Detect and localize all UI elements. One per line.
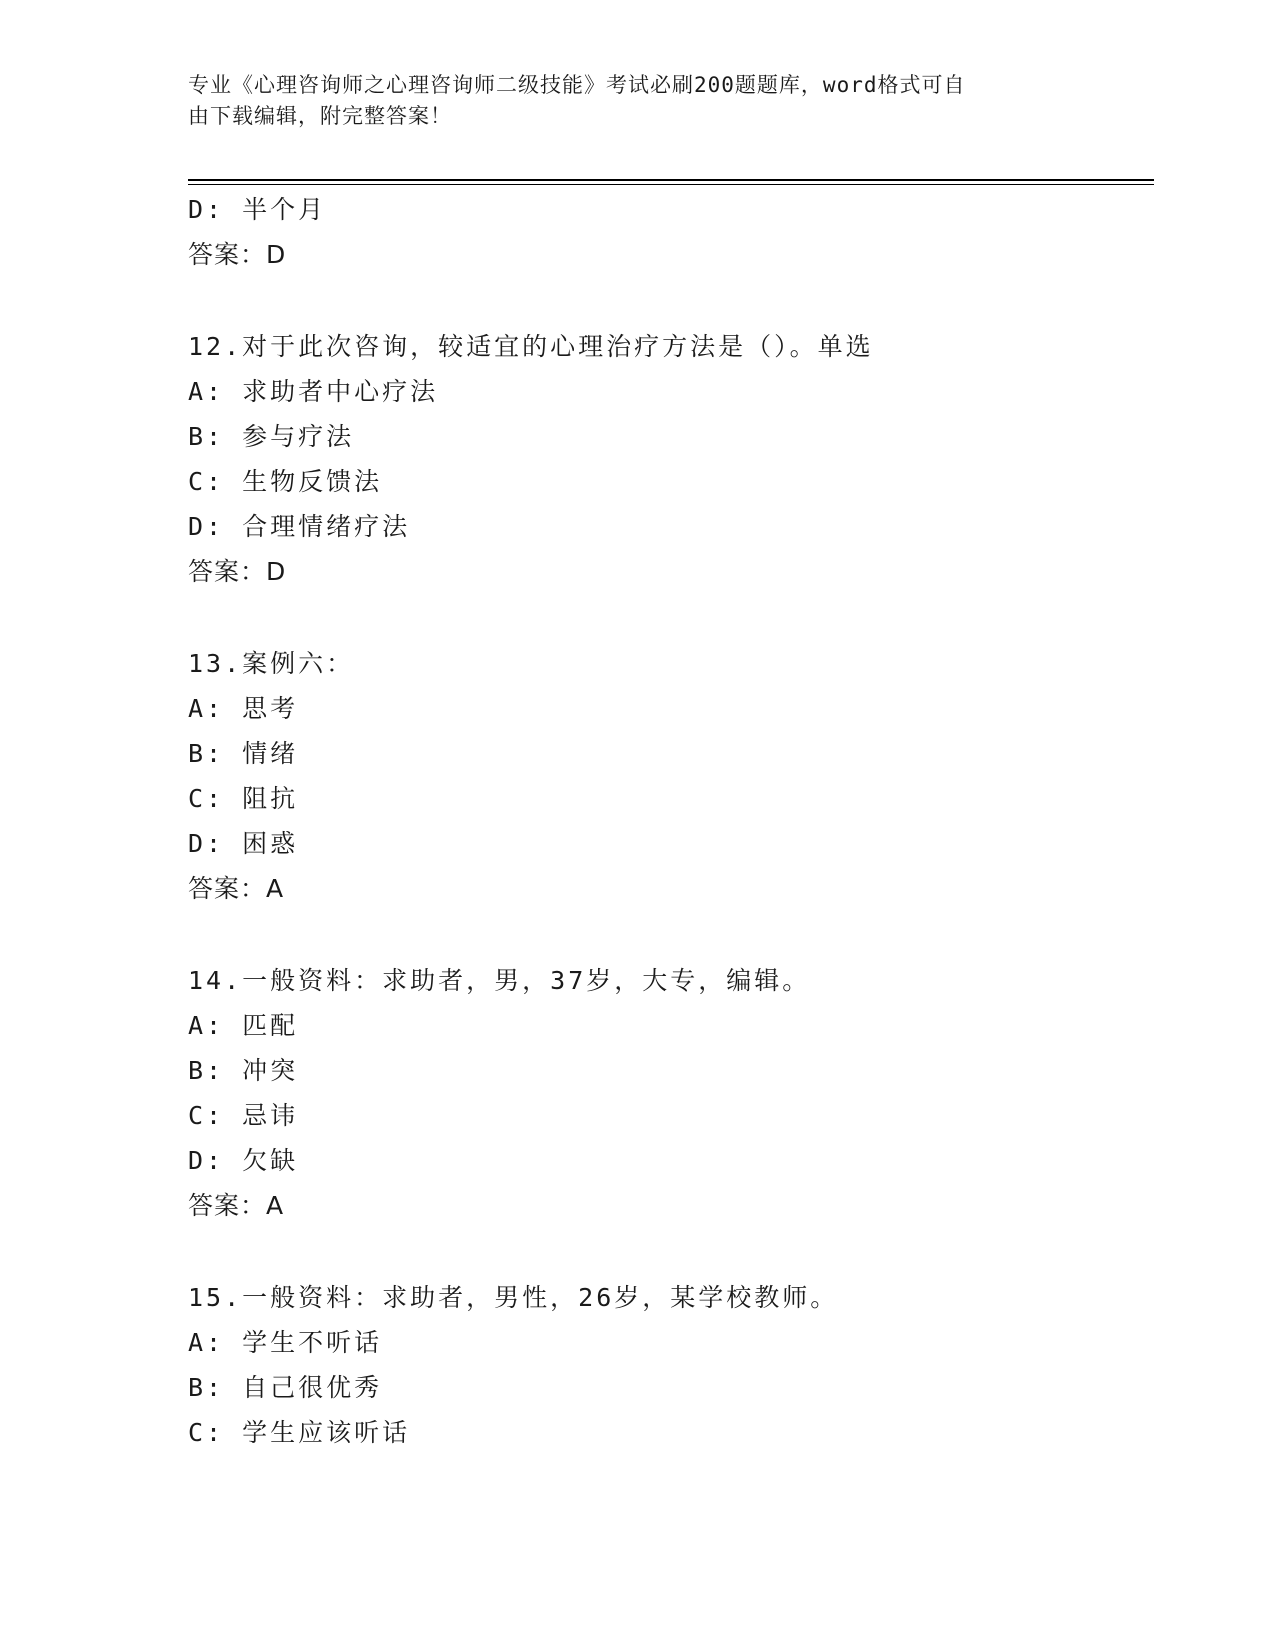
option-a: A: 求助者中心疗法 <box>188 377 439 406</box>
option-b: B: 参与疗法 <box>188 422 355 451</box>
option-c: C: 生物反馈法 <box>188 467 383 496</box>
option-c: C: 阻抗 <box>188 784 299 813</box>
answer-line: 答案：A <box>188 874 285 903</box>
header-divider-thin <box>188 184 1154 185</box>
option-c: C: 忌讳 <box>188 1101 299 1130</box>
header-line-2: 由下载编辑，附完整答案！ <box>188 104 452 128</box>
question-stem: 13.案例六： <box>188 649 355 678</box>
option-a: A: 匹配 <box>188 1011 299 1040</box>
option-d: D: 合理情绪疗法 <box>188 512 411 541</box>
header-divider-thick <box>188 179 1154 181</box>
option-a: A: 思考 <box>188 694 299 723</box>
question-12 <box>188 324 1138 594</box>
answer-line: 答案：D <box>188 240 287 269</box>
option-c: C: 学生应该听话 <box>188 1418 411 1447</box>
option-b: B: 情绪 <box>188 739 299 768</box>
document-header <box>188 70 1078 132</box>
option-b: B: 冲突 <box>188 1056 299 1085</box>
question-stem: 15.一般资料：求助者，男性，26岁，某学校教师。 <box>188 1283 839 1312</box>
question-15 <box>188 1275 1138 1455</box>
header-line-1: 专业《心理咨询师之心理咨询师二级技能》考试必刷200题题库，word格式可自 <box>188 73 966 97</box>
option-d: D: 困惑 <box>188 829 299 858</box>
option-d: D: 欠缺 <box>188 1146 299 1175</box>
question-stem: 12.对于此次咨询，较适宜的心理治疗方法是（）。单选 <box>188 332 874 361</box>
question-14 <box>188 958 1138 1228</box>
option-b: B: 自己很优秀 <box>188 1373 383 1402</box>
answer-line: 答案：D <box>188 557 287 586</box>
question-list <box>188 187 1138 1455</box>
question-stem: 14.一般资料：求助者，男，37岁，大专，编辑。 <box>188 966 811 995</box>
question-13 <box>188 641 1138 911</box>
option-a: A: 学生不听话 <box>188 1328 383 1357</box>
option-d: D: 半个月 <box>188 195 327 224</box>
answer-line: 答案：A <box>188 1191 285 1220</box>
